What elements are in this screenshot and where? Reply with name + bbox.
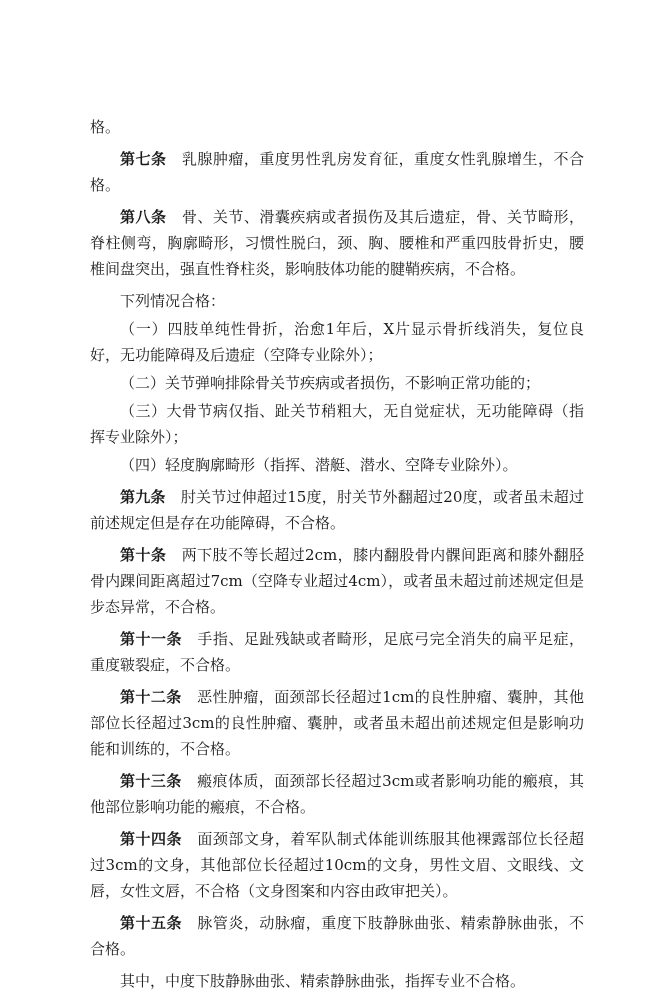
article-text: 骨、关节、滑囊疾病或者损伤及其后遗症，骨、关节畸形，脊柱侧弯，胸廓畸形，习惯性脱臼，颈、胸、腰椎和严重四肢骨折史，腰椎间盘突出，强直性脊柱炎，影响肢体功能的腱鞘疾病，不合格。: [90, 208, 584, 278]
document-page: [90, 114, 584, 1000]
article-number: 第十条: [120, 546, 167, 564]
exception-item: （四）轻度胸廓畸形（指挥、潜艇、潜水、空降专业除外）。: [120, 456, 518, 474]
article-13: [90, 768, 584, 820]
article-15: [90, 910, 584, 962]
article-text: 乳腺肿瘤，重度男性乳房发育征，重度女性乳腺增生，不合格。: [90, 150, 584, 194]
exception-item: （二）关节弹响排除骨关节疾病或者损伤，不影响正常功能的；: [120, 374, 541, 392]
article-10: [90, 542, 584, 620]
exception-item: （三）大骨节病仅指、趾关节稍粗大，无自觉症状，无功能障碍（指挥专业除外）；: [90, 402, 584, 446]
article-number: 第十二条: [120, 688, 182, 706]
article-number: 第十四条: [120, 830, 182, 848]
article-11: [90, 626, 584, 678]
article-7: [90, 146, 584, 198]
article-text: 两下肢不等长超过2cm，膝内翻股骨内髁间距离和膝外翻胫骨内踝间距离超过7cm（空降专业超过4cm），或者虽未超过前述规定但是步态异常，不合格。: [90, 546, 584, 616]
closing-note: 其中，中度下肢静脉曲张、精索静脉曲张，指挥专业不合格。: [120, 972, 526, 990]
article-number: 第十五条: [120, 914, 182, 932]
article-text: 肘关节过伸超过15度，肘关节外翻超过20度，或者虽未超过前述规定但是存在功能障碍，不合格。: [90, 488, 584, 532]
continuation-text: 格。: [90, 118, 121, 136]
article-number: 第十一条: [120, 630, 182, 648]
article-number: 第十三条: [120, 772, 182, 790]
article-text: 瘢痕体质，面颈部长径超过3cm或者影响功能的瘢痕，其他部位影响功能的瘢痕，不合格。: [90, 772, 584, 816]
article-12: [90, 684, 584, 762]
article-text: 恶性肿瘤，面颈部长径超过1cm的良性肿瘤、囊肿，其他部位长径超过3cm的良性肿瘤、囊肿，或者虽未超出前述规定但是影响功能和训练的，不合格。: [90, 688, 584, 758]
article-number: 第七条: [120, 150, 167, 168]
article-8: [90, 204, 584, 282]
exception-item: （一）四肢单纯性骨折，治愈1年后，X片显示骨折线消失，复位良好，无功能障碍及后遗症（空降专业除外）；: [90, 320, 584, 364]
article-text: 手指、足趾残缺或者畸形，足底弓完全消失的扁平足症，重度皲裂症，不合格。: [90, 630, 584, 674]
article-text: 脉管炎，动脉瘤，重度下肢静脉曲张、精索静脉曲张，不合格。: [90, 914, 584, 958]
article-number: 第八条: [120, 208, 167, 226]
article-text: 面颈部文身，着军队制式体能训练服其他裸露部位长径超过3cm的文身，其他部位长径超过10cm的文身，男性文眉、文眼线、文唇，女性文唇，不合格（文身图案和内容由政审把关）。: [90, 830, 584, 900]
article-9: [90, 484, 584, 536]
exception-intro: 下列情况合格：: [120, 292, 226, 310]
article-number: 第九条: [120, 488, 166, 506]
article-14: [90, 826, 584, 904]
